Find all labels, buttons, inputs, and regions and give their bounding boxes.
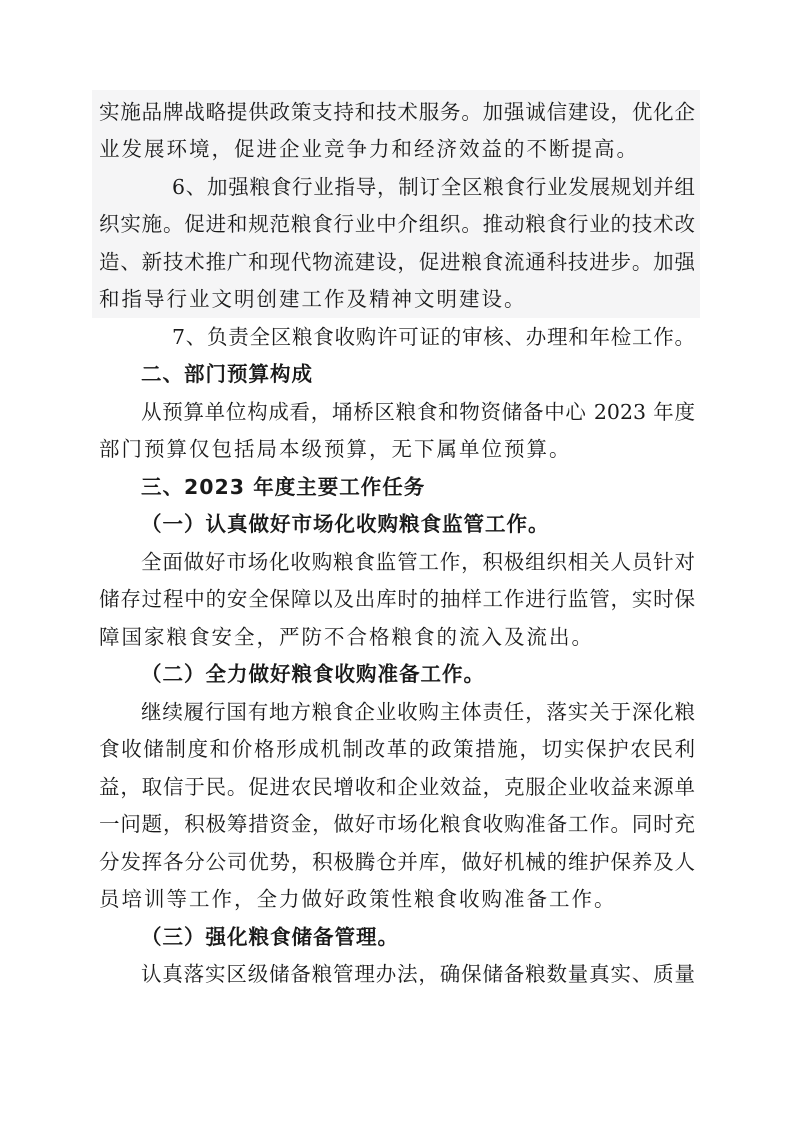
- section-heading: 三、2023 年度主要工作任务: [141, 475, 426, 499]
- paragraph-line: 食收储制度和价格形成机制改革的政策措施，切实保护农民利: [99, 737, 695, 761]
- paragraph-line: 储存过程中的安全保障以及出库时的抽样工作进行监管，实时保: [99, 587, 695, 611]
- paragraph-line: 业发展环境，促进企业竞争力和经济效益的不断提高。: [99, 137, 639, 161]
- paragraph-line: 造、新技术推广和现代物流建设，促进粮食流通科技进步。加强: [99, 250, 695, 274]
- paragraph-line: 和指导行业文明创建工作及精神文明建设。: [99, 287, 527, 311]
- section-heading: 二、部门预算构成: [141, 362, 313, 386]
- paragraph-line: 障国家粮食安全，严防不合格粮食的流入及流出。: [99, 625, 594, 649]
- paragraph-line: 分发挥各分公司优势，积极腾仓并库，做好机械的维护保养及人: [99, 850, 695, 874]
- paragraph-line: 6、加强粮食行业指导，制订全区粮食行业发展规划并组: [172, 175, 695, 199]
- paragraph-line: 全面做好市场化收购粮食监管工作，积极组织相关人员针对: [141, 550, 695, 574]
- paragraph-line: 认真落实区级储备粮管理办法，确保储备粮数量真实、质量: [141, 962, 695, 986]
- subsection-heading: （三）强化粮食储备管理。: [141, 925, 399, 949]
- paragraph-line: 部门预算仅包括局本级预算，无下属单位预算。: [99, 437, 572, 461]
- paragraph-line: 一问题，积极筹措资金，做好市场化粮食收购准备工作。同时充: [99, 812, 695, 836]
- paragraph-line: 继续履行国有地方粮食企业收购主体责任，落实关于深化粮: [141, 700, 695, 724]
- subsection-heading: （二）全力做好粮食收购准备工作。: [141, 662, 485, 686]
- paragraph-line: 从预算单位构成看，埇桥区粮食和物资储备中心 2023 年度: [141, 400, 695, 424]
- paragraph-line: 益，取信于民。促进农民增收和企业效益，克服企业收益来源单: [99, 775, 695, 799]
- paragraph-line: 织实施。促进和规范粮食行业中介组织。推动粮食行业的技术改: [99, 212, 695, 236]
- paragraph-line: 7、负责全区粮食收购许可证的审核、办理和年检工作。: [172, 325, 695, 349]
- paragraph-line: 员培训等工作，全力做好政策性粮食收购准备工作。: [99, 887, 617, 911]
- subsection-heading: （一）认真做好市场化收购粮食监管工作。: [141, 512, 550, 536]
- paragraph-line: 实施品牌战略提供政策支持和技术服务。加强诚信建设，优化企: [99, 100, 695, 124]
